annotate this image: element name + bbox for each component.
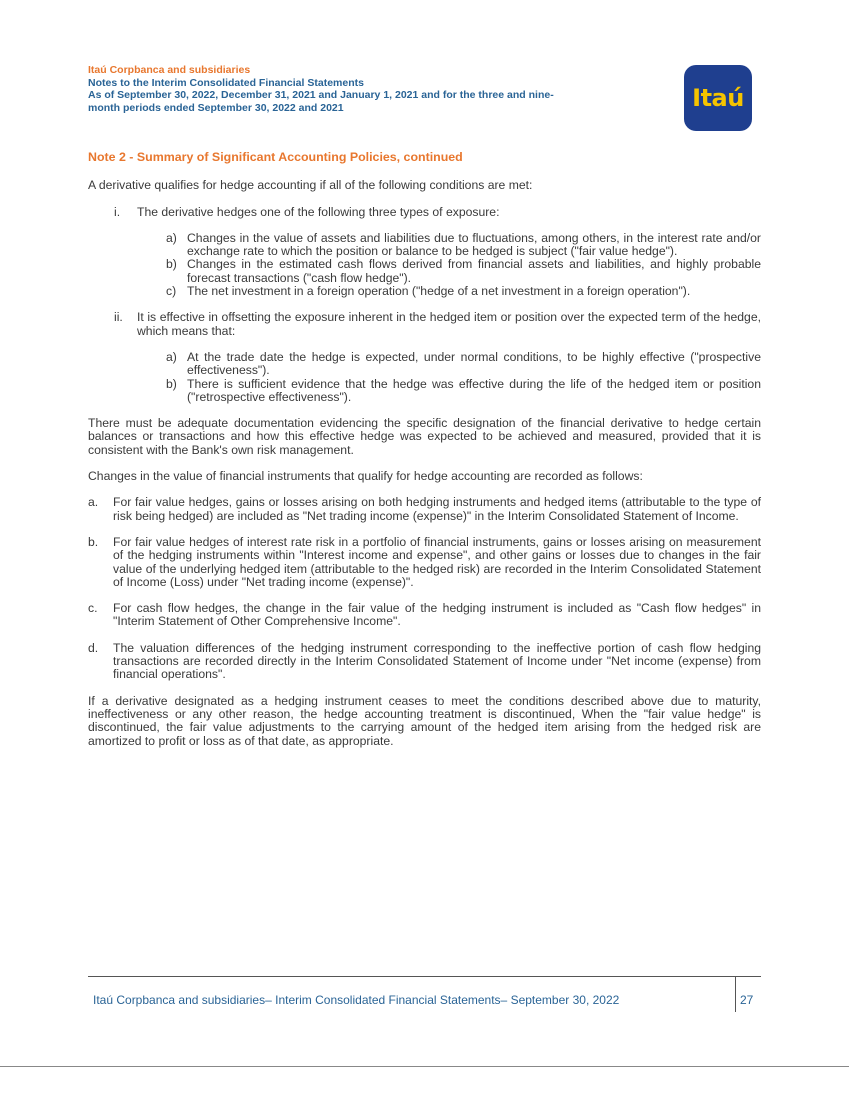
condition-text: The derivative hedges one of the following three types of exposure: [137,204,500,219]
sub-item-text: The net investment in a foreign operation ("hedge of a net investment in a foreign operation"). [187,284,691,299]
condition-item [88,311,761,338]
condition-text: It is effective in offsetting the exposure inherent in the hedged item or position over the expected term of the hedge, which means that: [137,310,761,338]
change-item-text: The valuation differences of the hedging instrument corresponding to the ineffective portion of cash flow hedging transactions are recorded directly in the Interim Consolidated Statement of Income under "Net income (expense) from financial operations". [113,640,761,682]
header-line-3: As of September 30, 2022, December 31, 2021 and January 1, 2021 and for the three and nine- [88,89,554,101]
change-item-number: a. [88,495,99,510]
change-item-number: b. [88,534,99,549]
condition-number: i. [114,204,121,219]
documentation-paragraph: There must be adequate documentation evidencing the specific designation of the financial derivative to hedge certain balances or transactions and how this effective hedge was expected to be achieved and measured, provided that it is consistent with the Bank's own risk management. [88,416,761,457]
page-bottom-edge [0,1066,849,1067]
sub-item [88,351,761,378]
change-item [88,536,761,589]
sub-item-text: There is sufficient evidence that the hedge was effective during the life of the hedged item or position ("retrospective effectiveness"). [187,376,761,404]
sub-item-text: Changes in the value of assets and liabilities due to fluctuations, among others, in the interest rate and/or exchange rate to which the position or balance to be hedged is subject ("fair value hedge"). [187,230,761,259]
footer-divider [88,976,761,977]
logo-text: Itaú [692,84,744,112]
condition-number: ii. [114,310,123,325]
document-header [88,64,668,114]
page-number: 27 [740,993,754,1007]
sub-item [88,232,761,259]
sub-item [88,258,761,285]
change-item [88,496,761,523]
sub-item-number: b) [166,257,177,272]
change-item [88,642,761,682]
sub-item-number: a) [166,230,177,245]
change-item-number: c. [88,601,98,616]
sub-item-text: At the trade date the hedge is expected, under normal conditions, to be highly effective ("prospective effectiveness"). [187,349,761,378]
sub-item [88,378,761,405]
sub-item-number: c) [166,284,177,299]
itau-logo [684,65,752,131]
closing-paragraph: If a derivative designated as a hedging instrument ceases to meet the conditions described above due to maturity, ineffectiveness or any other reason, the hedge accounting treatment is discontinued, When the "fair value hedge" is discontinued, the fair value adjustments to the carrying amount of the hedged item arising from the hedged risk are amortized to profit or loss as of that date, as appropriate. [88,693,761,748]
footer-text: Itaú Corpbanca and subsidiaries– Interim Consolidated Financial Statements– September 30, 2022 [93,993,620,1007]
company-name: Itaú Corpbanca and subsidiaries [88,64,251,76]
condition-item [88,206,761,219]
intro-paragraph: A derivative qualifies for hedge accounting if all of the following conditions are met: [88,178,533,193]
sub-item [88,285,761,298]
change-item-number: d. [88,640,99,655]
note-title: Note 2 - Summary of Significant Accounting Policies, continued [88,150,463,164]
document-body [88,151,761,748]
footer-page-divider [735,976,736,1012]
sub-item-text: Changes in the estimated cash flows derived from financial assets and liabilities, and highly probable forecast transactions ("cash flow hedge"). [187,257,761,285]
changes-intro-paragraph: Changes in the value of financial instruments that qualify for hedge accounting are recorded as follows: [88,469,643,484]
sub-item-number: a) [166,349,177,364]
change-item-text: For fair value hedges, gains or losses arising on both hedging instruments and hedged items (attributable to the type of risk being hedged) are included as "Net trading income (expense)" in the Interim Consolidated Statement of Income. [113,495,761,523]
sub-item-number: b) [166,376,177,391]
change-item-text: For fair value hedges of interest rate risk in a portfolio of financial instruments, gains or losses arising on measurement of the hedging instruments within "Interest income and expense", and other gains or losses due to changes in the fair value of the underlying hedged item (attributable to the hedged risk) are recorded in the Interim Consolidated Statement of Income (Loss) under "Net trading income (expense)". [113,534,761,589]
header-line-4: month periods ended September 30, 2022 and 2021 [88,101,344,114]
change-item-text: For cash flow hedges, the change in the fair value of the hedging instrument is included as "Cash flow hedges" in "Interim Statement of Other Comprehensive Income". [113,601,761,629]
header-line-2: Notes to the Interim Consolidated Financial Statements [88,76,364,89]
change-item [88,602,761,629]
